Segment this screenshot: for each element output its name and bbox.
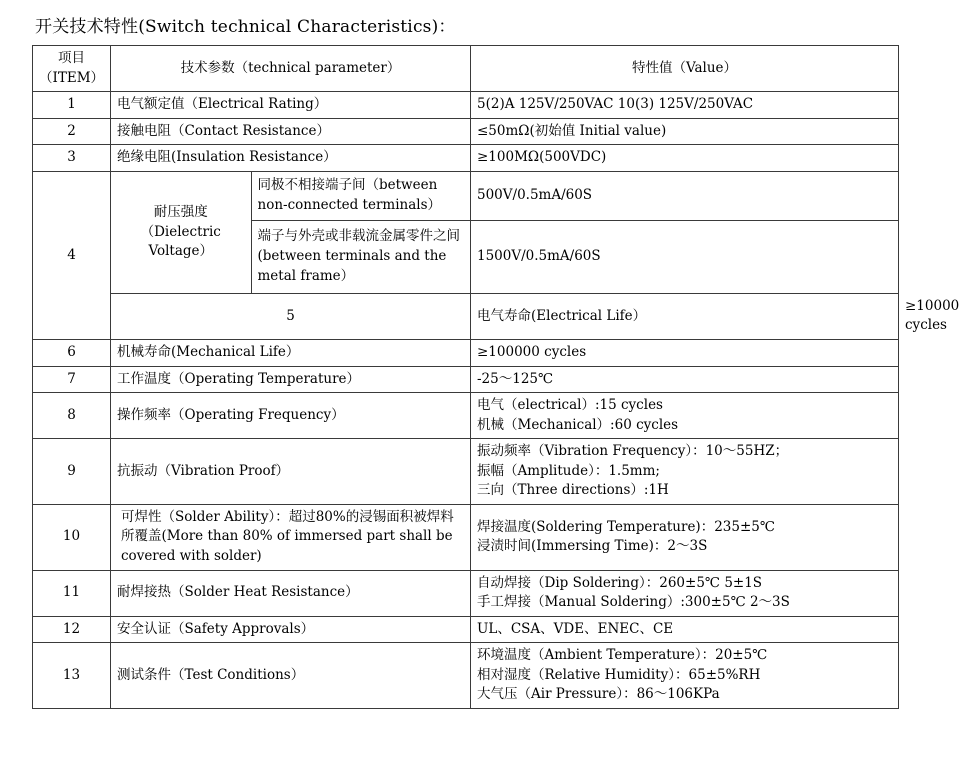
table-row bbox=[33, 339, 899, 366]
row-parameter: 操作频率（Operating Frequency） bbox=[111, 393, 471, 439]
row-value: UL、CSA、VDE、ENEC、CE bbox=[471, 616, 899, 643]
row-parameter: 耐焊接热（Solder Heat Resistance） bbox=[111, 570, 471, 616]
table-row bbox=[33, 570, 899, 616]
row-parameter: 可焊性（Solder Ability）：超过80%的浸锡面积被焊料所覆盖(More than 80% of immersed part shall be covered with solder) bbox=[111, 504, 471, 570]
row-value-group bbox=[471, 171, 899, 293]
dielectric-value-1: 500V/0.5mA/60S bbox=[471, 172, 898, 221]
table-row bbox=[33, 171, 899, 293]
value-line: 手工焊接（Manual Soldering）:300±5℃ 2～3S bbox=[477, 594, 790, 611]
table-body bbox=[33, 92, 959, 709]
dielectric-sub-label-2: 端子与外壳或非载流金属零件之间(between terminals and the metal frame） bbox=[257, 228, 460, 284]
dv-label-line-3: Voltage） bbox=[148, 243, 214, 260]
table-row: 5 电气寿命(Electrical Life） ≥10000 cycles bbox=[33, 293, 899, 339]
dielectric-sub-label-1: 同极不相接端子间（between non-connected terminals） bbox=[251, 172, 470, 221]
header-item-cn: 项目 bbox=[58, 50, 85, 66]
value-line: 焊接温度(Soldering Temperature)：235±5℃ bbox=[477, 518, 775, 535]
table-row bbox=[33, 439, 899, 505]
table-header bbox=[33, 46, 899, 92]
value-line: 机械（Mechanical）:60 cycles bbox=[477, 416, 679, 433]
row-parameter-group bbox=[111, 171, 471, 293]
value-line: 浸渍时间(Immersing Time)：2～3S bbox=[477, 538, 708, 555]
row-number: 9 bbox=[33, 439, 111, 505]
header-cell-value: 特性值（Value） bbox=[471, 46, 899, 92]
value-line: 相对湿度（Relative Humidity）：65±5%RH bbox=[477, 666, 761, 683]
row-value: ≥100000 cycles bbox=[471, 339, 899, 366]
row-value: ≤50mΩ(初始值 Initial value) bbox=[471, 118, 899, 145]
row-number: 1 bbox=[33, 92, 111, 119]
dielectric-value-2: 1500V/0.5mA/60S bbox=[477, 248, 601, 265]
row-number: 12 bbox=[33, 616, 111, 643]
row-parameter: 电气寿命(Electrical Life） bbox=[471, 293, 899, 339]
row-parameter: 电气额定值（Electrical Rating） bbox=[111, 92, 471, 119]
row-value bbox=[471, 393, 899, 439]
header-cell-item bbox=[33, 46, 111, 92]
table-row bbox=[33, 366, 899, 393]
table-row bbox=[33, 145, 899, 172]
table-row bbox=[33, 616, 899, 643]
document-page bbox=[0, 12, 959, 762]
row-parameter: 抗振动（Vibration Proof） bbox=[111, 439, 471, 505]
row-number: 10 bbox=[33, 504, 111, 570]
row-number: 6 bbox=[33, 339, 111, 366]
row-number: 7 bbox=[33, 366, 111, 393]
table-header-row bbox=[33, 46, 899, 92]
page-title: 开关技术特性(Switch technical Characteristics)： bbox=[35, 17, 456, 37]
dv-label-line-2: （Dielectric bbox=[140, 223, 221, 240]
header-cell-parameter: 技术参数（technical parameter） bbox=[111, 46, 471, 92]
row-value: -25～125℃ bbox=[471, 366, 899, 393]
dielectric-voltage-label bbox=[111, 172, 251, 293]
row-value: ≥100MΩ(500VDC) bbox=[471, 145, 899, 172]
row-parameter: 工作温度（Operating Temperature） bbox=[111, 366, 471, 393]
row-parameter: 接触电阻（Contact Resistance） bbox=[111, 118, 471, 145]
switch-characteristics-table bbox=[32, 45, 959, 709]
row-number: 13 bbox=[33, 643, 111, 709]
row-number: 2 bbox=[33, 118, 111, 145]
value-line: 环境温度（Ambient Temperature）：20±5℃ bbox=[477, 647, 768, 664]
row-parameter: 机械寿命(Mechanical Life） bbox=[111, 339, 471, 366]
row-value: 5(2)A 125V/250VAC 10(3) 125V/250VAC bbox=[471, 92, 899, 119]
row-value bbox=[471, 439, 899, 505]
row-parameter: 绝缘电阻(Insulation Resistance） bbox=[111, 145, 471, 172]
dv-label-line-1: 耐压强度 bbox=[153, 203, 208, 220]
row-number: 11 bbox=[33, 570, 111, 616]
row-value bbox=[471, 570, 899, 616]
table-row bbox=[33, 92, 899, 119]
table-row bbox=[33, 643, 899, 709]
value-line: 振动频率（Vibration Frequency）：10～55HZ； bbox=[477, 443, 789, 460]
row-value bbox=[471, 504, 899, 570]
table-row bbox=[33, 393, 899, 439]
row-number: 5 bbox=[111, 293, 471, 339]
value-line: 三向（Three directions）:1H bbox=[477, 482, 669, 499]
row-number: 4 bbox=[33, 171, 111, 339]
table-row bbox=[33, 504, 899, 570]
value-line: 振幅（Amplitude）：1.5mm; bbox=[477, 462, 660, 479]
value-line: 大气压（Air Pressure）：86～106KPa bbox=[477, 686, 720, 703]
value-line: 自动焊接（Dip Soldering）：260±5℃ 5±1S bbox=[477, 574, 763, 591]
header-item-en: （ITEM） bbox=[39, 69, 105, 86]
row-value bbox=[471, 643, 899, 709]
row-parameter: 安全认证（Safety Approvals） bbox=[111, 616, 471, 643]
value-line: 电气（electrical）:15 cycles bbox=[477, 397, 663, 414]
row-parameter: 测试条件（Test Conditions） bbox=[111, 643, 471, 709]
table-row bbox=[33, 118, 899, 145]
row-number: 8 bbox=[33, 393, 111, 439]
row-number: 3 bbox=[33, 145, 111, 172]
